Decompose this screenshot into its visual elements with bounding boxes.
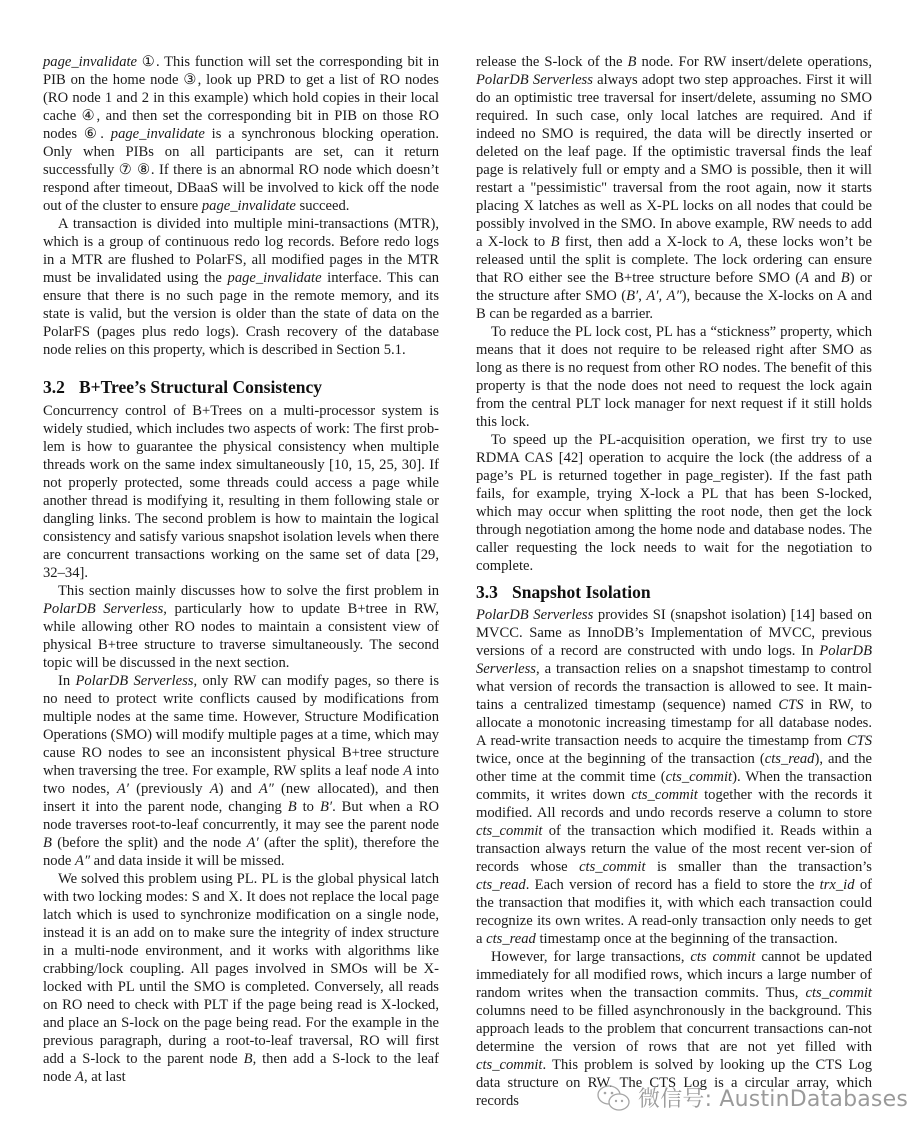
left-column — [43, 53, 439, 1086]
section-number: 3.3 — [476, 582, 498, 602]
paragraph — [476, 53, 872, 323]
italic-term: A — [75, 1069, 84, 1085]
italic-term: B — [43, 835, 52, 851]
italic-term: A″ — [258, 781, 274, 797]
text-run: cannot be updated immediately for all modified rows, which incurs a large number of random writes when the transaction commits. Thus, — [476, 949, 872, 1001]
text-run: , a transaction relies on a snapshot timestamp to control what version of records the transaction is allowed to see. It main-tains a centralized timestamp (sequence) named — [476, 661, 872, 713]
paragraph — [43, 870, 439, 1086]
italic-term: cts_commit — [579, 859, 646, 875]
italic-term: B′ — [626, 288, 639, 304]
italic-term: A — [403, 763, 413, 779]
italic-term: CTS — [778, 697, 804, 713]
text-run: succeed. — [295, 198, 350, 214]
text-run: node. For RW insert/delete operations, — [636, 54, 872, 70]
paragraph — [476, 606, 872, 948]
text-run: , — [658, 288, 667, 304]
text-run: together with the records it modified. All records and undo records reserve a column to store — [476, 787, 872, 821]
italic-term: B — [550, 234, 560, 250]
italic-term: cts_read — [764, 751, 815, 767]
italic-term: cts_commit — [476, 823, 543, 839]
text-run: , these locks won’t be released until the split is complete. The lock ordering can ensure that RO either see the B+tree structure before SMO ( — [476, 234, 872, 286]
text-run: This section mainly discusses how to solve the first problem in — [58, 583, 439, 599]
text-run: interface. This can ensure that there is no such page in the remote memory, and its state is valid, but the version is older than the state of data on the PolarFS (pages plus redo logs). Crash recovery of the database node relies on this property, which is described in Section 5.1. — [43, 270, 439, 358]
text-run: of the transaction which modified it. Reads within a transaction always return the value of the most recent ver-sion of records whose — [476, 823, 872, 875]
italic-term: trx_id — [819, 877, 855, 893]
paragraph — [43, 672, 439, 870]
paragraph — [476, 323, 872, 431]
italic-term: cts_commit — [476, 1057, 543, 1073]
text-run: is smaller than the transaction’s — [645, 859, 872, 875]
text-run: provides SI (snapshot isolation) [14] based on MVCC. Same as InnoDB’s Implementation of MVCC, previous versions of a record are constructed with undo logs. In — [476, 607, 872, 659]
text-run: Concurrency control of B+Trees on a multi-processor system is widely studied, which includes two aspects of work: The first prob-lem is how to guarantee the physical consistency when multiple threads work on the same index simultaneously [10, 15, 25, 30]. If not properly protected, some threads could access a page while another thread is modifying it, resulting in them following stale or dangling links. The second problem is how to maintain the logical consistency and satisfy various snapshot isolation levels when there are concurrent transactions working on the same set of data [29, 32–34]. — [43, 403, 439, 581]
paragraph — [476, 431, 872, 575]
text-run: , then add a S-lock to the leaf node — [43, 1051, 440, 1085]
italic-term: A″ — [666, 288, 682, 304]
text-run: . Each version of record has a field to store the — [525, 877, 820, 893]
section-title: Snapshot Isolation — [512, 582, 651, 602]
text-run: ①. This function will set the corresponding bit in PIB on the home node ③, look up PRD to get a list of RO nodes (RO node 1 and 2 in this example) which hold copies in their local cache ④, and then set the corresponding bit in PIB on those RO nodes ⑥. — [43, 54, 439, 142]
text-run: (before the split) and the node — [51, 835, 247, 851]
italic-term: B′ — [319, 799, 333, 815]
italic-term: A — [729, 234, 739, 250]
italic-term: page_invalidate — [201, 198, 296, 214]
italic-term: B — [627, 54, 637, 70]
text-run: , at last — [83, 1069, 126, 1085]
text-run: twice, once at the beginning of the transaction ( — [476, 751, 765, 767]
italic-term: page_invalidate — [110, 126, 205, 142]
text-run: and — [809, 270, 841, 286]
italic-term: A — [209, 781, 219, 797]
text-run: is a synchronous blocking operation. Only when PIBs on all participants are set, can it return successfully ⑦ ⑧. If there is an abnormal RO node which doesn’t respond after timeout, DBaaS will be involved to kick off the node out of the cluster to ensure — [43, 126, 439, 214]
italic-term: A′ — [116, 781, 129, 797]
italic-term: B — [243, 1051, 253, 1067]
text-run: ) or the structure after SMO ( — [476, 270, 873, 304]
italic-term: PolarDB Serverless — [476, 607, 594, 623]
watermark-text: 微信号: AustinDatabases — [638, 1087, 908, 1112]
text-run: , particularly how to update B+tree in RW, while allowing other RO nodes to maintain a consistent view of physical B+tree structure to traverse simultaneously. The second topic will be discussed in the next section. — [43, 601, 439, 671]
italic-term: B — [840, 270, 850, 286]
italic-term: PolarDB Serverless — [476, 72, 593, 88]
text-run: to — [296, 799, 320, 815]
section-heading-3-3 — [476, 581, 872, 603]
text-run: release the S-lock of the — [476, 54, 628, 70]
text-run: . This problem is solved by looking up the CTS Log data structure on RW. The CTS Log is a circular array, which records — [476, 1057, 872, 1109]
italic-term: cts_commit — [805, 985, 872, 1001]
text-run: , only RW can modify pages, so there is no need to protect write conflicts caused by modifications from multiple nodes at the same time. However, Structure Modification Operations (SMO) will modify multiple pages at a time, which may cause RO nodes to see an inconsistent physical B+tree structure when traversing the tree. For example, RW splits a leaf node — [43, 673, 439, 779]
text-run: (new allocated), and then insert it into the parent node, changing — [43, 781, 439, 815]
section-heading-3-2 — [43, 376, 439, 398]
text-run: ), because the X-locks on A and B can be regarded as a barrier. — [476, 288, 872, 322]
italic-term: A″ — [75, 853, 91, 869]
text-run: . But when a RO node traverses root-to-leaf concurrently, it may see the parent node — [43, 799, 439, 833]
text-run: To speed up the PL-acquisition operation, we first try to use RDMA CAS [42] operation to acquire the lock (the address of a page’s PL is returned together in page_register). If the fast path fails, for example, trying X-lock a PL that has been S-locked, which may occur when splitting the root node, then get the lock through negotiation among the home node and database nodes. The caller requesting the lock needs to wait for the negotiation to complete. — [476, 432, 872, 574]
text-run: ) and — [218, 781, 259, 797]
text-run: in RW, to allocate a monotonic increasing timestamp for all database nodes. A read-write transaction needs to acquire the timestamp from — [476, 697, 872, 749]
text-run: always adopt two step approaches. First it will do an optimistic tree traversal for insert/delete, assuming no SMO required. In such case, only local latches are required. And if indeed no SMO is required, the data will be directly inserted or deleted on the leaf page. If the optimistic traversal finds the leaf page is relatively full or empty and a SMO is possible, then it will restart a "pessimistic" traversal from the root again, now it starts placing X latches as well as X-PL locks on all nodes that could be possibly involved in the SMO. In above example, RW needs to add a X-lock to — [476, 72, 872, 250]
text-run: ). When the transaction commits, it writes down — [476, 769, 873, 803]
text-run: first, then add a X-lock to — [559, 234, 730, 250]
text-run: timestamp once at the beginning of the transaction. — [535, 931, 838, 947]
italic-term: cts commit — [690, 949, 756, 965]
text-run: However, for large transactions, — [491, 949, 691, 965]
right-column — [476, 53, 872, 1110]
text-run: , — [638, 288, 647, 304]
italic-term: PolarDB Serverless — [43, 601, 164, 617]
italic-term: A — [800, 270, 810, 286]
italic-term: cts_commit — [665, 769, 733, 785]
text-run: To reduce the PL lock cost, PL has a “stickness” property, which means that it does not require to be released right after SMO as long as there is no request from other RO nodes. The benefit of this property is that the node does not need to request the lock again from the central PLT lock manager for next request if it still holds this lock. — [476, 324, 872, 430]
paragraph — [43, 582, 439, 672]
watermark — [596, 1082, 908, 1113]
paragraph — [43, 53, 439, 215]
text-run: of the transaction that modifies it, with which each transaction could recognize its own writes. A read-only transaction only needs to get a — [476, 877, 872, 947]
paragraph — [43, 215, 439, 359]
text-run: We solved this problem using PL. PL is the global physical latch with two locking modes: S and X. It does not replace the local page latch which is used to synchronize modification on a single node, instead it is an add on to make sure the integrity of index structure in a multi-node environment, and it works with algorithms like crabbing/lock coupling. All pages involved in SMOs will be X-locked with PL until the SMO is completed. Conversely, all reads on RO need to check with PLT if the page being read is X-locked, and place an S-lock on the page being read. For the example in the previous paragraph, during a root-to-leaf traversal, RO will first add a S-lock to the parent node — [43, 871, 439, 1067]
text-run: ), and the other time at the commit time ( — [476, 751, 872, 785]
text-run: (after the split), therefore the node — [43, 835, 439, 869]
text-run: A transaction is divided into multiple mini-transactions (MTR), which is a group of continuous redo log records. Before redo logs in a MTR are flushed to PolarFS, all modified pages in the MTR must be invalidated using the — [43, 216, 439, 286]
italic-term: cts_commit — [631, 787, 698, 803]
section-number: 3.2 — [43, 377, 65, 397]
text-run: (previously — [128, 781, 210, 797]
text-run: and data inside it will be missed. — [90, 853, 285, 869]
text-run: columns need to be filled asynchronously in the background. This approach leads to the problem that concurrent transactions can-not determine the version of rows that are not yet filled with — [476, 1003, 872, 1055]
italic-term: page_invalidate — [43, 54, 138, 70]
italic-term: page_invalidate — [227, 270, 322, 286]
italic-term: PolarDB Serverless — [75, 673, 194, 689]
italic-term: A′ — [246, 835, 259, 851]
italic-term: cts_read — [486, 931, 536, 947]
italic-term: PolarDB Serverless — [476, 643, 872, 677]
wechat-icon — [596, 1083, 632, 1113]
italic-term: B — [287, 799, 297, 815]
section-title: B+Tree’s Structural Consistency — [79, 377, 322, 397]
italic-term: A′ — [646, 288, 659, 304]
italic-term: cts_read — [476, 877, 526, 893]
text-run: into two nodes, — [43, 763, 439, 797]
italic-term: CTS — [846, 733, 872, 749]
paragraph — [43, 402, 439, 582]
text-run: In — [58, 673, 76, 689]
